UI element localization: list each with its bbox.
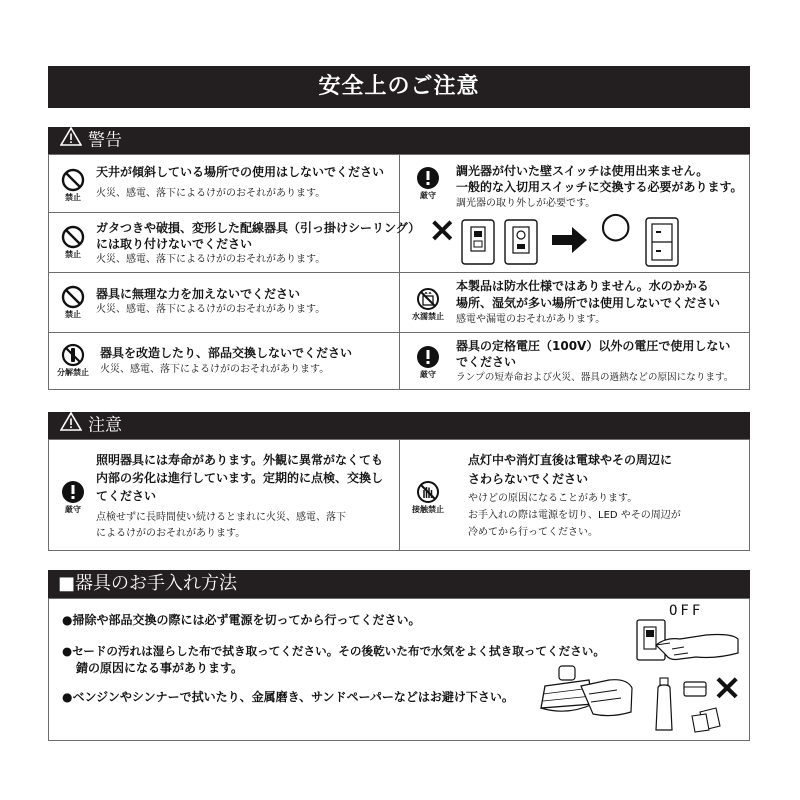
warning-header <box>48 127 750 154</box>
wrong-mark: × <box>428 210 457 250</box>
mandatory-icon <box>412 345 444 369</box>
caution-item-heading: 照明器具には寿命があります。外観に異常がなくても <box>96 453 384 467</box>
caution-item-note: やけどの原因になることがあります。 <box>468 493 638 504</box>
caution-item-icon <box>405 480 451 515</box>
warning-item-heading: 器具の定格電圧（100V）以外の電圧で使用しない <box>456 339 731 353</box>
right-mark: ○ <box>600 205 632 246</box>
care-instruction: ●ベンジンやシンナーで拭いたり、金属磨き、サンドペーパーなどはお避け下さい。 <box>62 690 514 704</box>
warning-item-note: 火災、感電、落下によるけがのおそれがあります。 <box>100 364 330 375</box>
icon-caption: 厳守 <box>420 191 436 200</box>
caution-item-heading: てください <box>96 489 157 503</box>
new-switch-illustration <box>645 217 679 271</box>
caution-item-note: 点検せずに長時間使い続けるとまれに火災、感電、落下 <box>96 512 346 523</box>
warning-header-label: 警告 <box>88 130 122 151</box>
warning-row-divider <box>48 332 750 333</box>
caution-header-label: 注意 <box>88 415 122 436</box>
caution-divider <box>399 439 400 551</box>
prohibition-icon <box>57 168 89 192</box>
icon-caption: 水濡禁止 <box>412 312 444 321</box>
icon-caption: 禁止 <box>65 250 81 259</box>
prohibition-icon <box>57 225 89 249</box>
warning-item-heading: 一般的な入切用スイッチに交換する必要があります。 <box>456 180 743 194</box>
arrow-right-icon <box>552 226 588 258</box>
warning-item-icon <box>412 345 444 380</box>
warning-item-icon <box>412 166 444 201</box>
icon-caption: 厳守 <box>420 370 436 379</box>
warning-item-heading: でください <box>456 355 517 369</box>
warning-item-heading: 器具に無理な力を加えないでください <box>96 287 301 301</box>
warning-item-heading: 本製品は防水仕様ではありません。水のかかる <box>456 279 709 293</box>
caution-item-note: 冷めてから行ってください。 <box>468 527 598 538</box>
care-header-label: ■器具のお手入れ方法 <box>58 573 238 594</box>
no-disassembly-icon <box>50 343 96 367</box>
mandatory-icon <box>412 166 444 190</box>
mandatory-icon <box>57 480 89 504</box>
warning-row-divider <box>48 212 399 213</box>
caution-item-heading: さわらないでください <box>468 472 589 486</box>
warning-triangle-icon <box>60 127 82 155</box>
warning-item-note: 調光器の取り外しが必要です。 <box>456 198 596 209</box>
prohibition-icon <box>57 285 89 309</box>
caution-item-note: によるけがのおそれがあります。 <box>96 528 246 539</box>
warning-item-note: 火災、感電、落下によるけがのおそれがあります。 <box>96 188 326 199</box>
warning-item-note: 感電や漏電のおそれがあります。 <box>456 314 606 325</box>
warning-item-heading: 天井が傾斜している場所での使用はしないでください <box>96 165 385 179</box>
warning-item-icon <box>57 168 89 203</box>
caution-item-heading: 内部の劣化は進行しています。定期的に点検、交換し <box>96 471 384 485</box>
warning-item-heading: 場所、湿気が多い場所では使用しないでください <box>456 296 721 310</box>
icon-caption: 禁止 <box>65 310 81 319</box>
warning-item-heading: ガタつきや破損、変形した配線器具（引っ掛けシーリング） <box>96 221 421 235</box>
caution-header <box>48 412 750 439</box>
warning-item-icon <box>57 285 89 320</box>
warning-item-icon <box>405 287 451 322</box>
warning-item-heading: には取り付けないでください <box>96 237 253 251</box>
caution-item-icon <box>57 480 89 515</box>
warning-item-heading: 調光器が付いた壁スイッチは使用出来ません。 <box>456 164 709 178</box>
warning-item-heading: 器具を改造したり、部品交換しないでください <box>100 346 353 360</box>
care-instruction: ●掃除や部品交換の際には必ず電源を切ってから行ってください。 <box>62 613 421 627</box>
x-mark: × <box>712 667 743 708</box>
caution-item-note: お手入れの際は電源を切り、LED やその周辺が <box>468 510 681 521</box>
wiping-shade-illustration <box>537 664 633 724</box>
warning-item-note: ランプの短寿命および火災、器具の過熱などの原因になります。 <box>456 372 734 383</box>
care-instruction: ●セードの汚れは湿らした布で拭き取ってください。その後乾いた布で水気をよく拭き取ってください。 <box>62 644 605 658</box>
care-header <box>48 570 750 598</box>
warning-row-divider <box>48 272 750 273</box>
page-title: 安全上のご注意 <box>48 66 750 108</box>
off-label: OFF <box>669 603 704 619</box>
warning-item-note: 火災、感電、落下によるけがのおそれがあります。 <box>96 304 326 315</box>
no-water-icon <box>405 287 451 311</box>
switch-off-hand-illustration <box>636 619 740 667</box>
warning-item-note: 火災、感電、落下によるけがのおそれがあります。 <box>96 254 326 265</box>
icon-caption: 厳守 <box>65 505 81 514</box>
icon-caption: 分解禁止 <box>57 368 89 377</box>
no-touch-icon <box>405 480 451 504</box>
care-instruction: 錆の原因になる事があります。 <box>76 661 244 675</box>
icon-caption: 禁止 <box>65 193 81 202</box>
warning-item-icon <box>50 343 96 378</box>
icon-caption: 接触禁止 <box>412 505 444 514</box>
old-dimmer-switch-illustration <box>461 219 541 269</box>
warning-triangle-icon <box>60 412 82 440</box>
warning-item-icon <box>57 225 89 260</box>
caution-item-heading: 点灯中や消灯直後は電球やその周辺に <box>468 453 673 467</box>
